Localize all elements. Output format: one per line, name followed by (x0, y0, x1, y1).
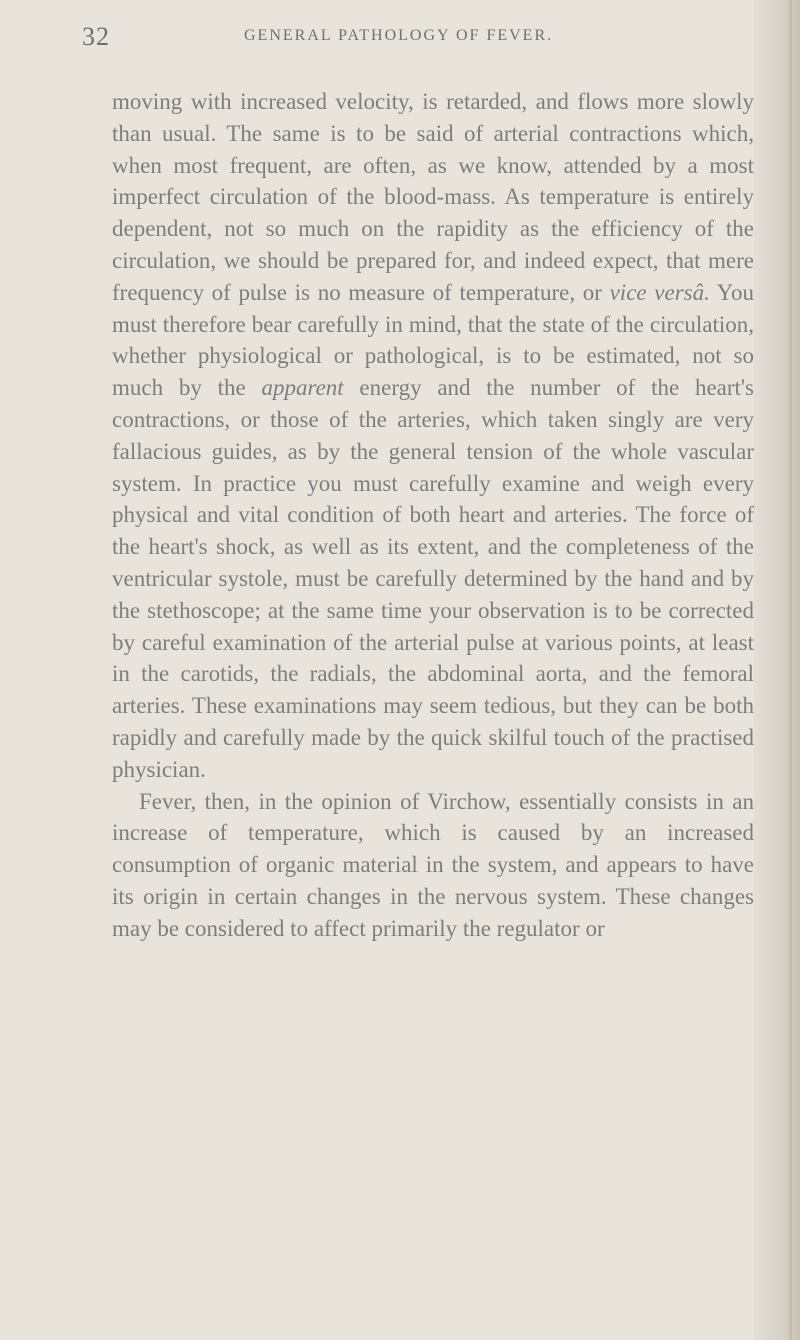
page-edge-line (789, 0, 792, 1340)
page-number: 32 (82, 22, 110, 51)
page-header (74, 20, 754, 56)
paragraph-1-italic-2: apparent (261, 375, 344, 401)
paragraph-1-text-1: moving with increased velocity, is retarded, and flows more slowly than usual. The same is to be said of arterial contractions which, when most frequent, are often, as we know, attended by a most imperfect circulation of the blood-mass. As temperature is entirely dependent, not so much on the rapidity as the efficiency of the circulation, we should be prepared for, and indeed expect, that mere frequency of pulse is no measure of temperature, or (112, 89, 754, 305)
paragraph-2: Fever, then, in the opinion of Virchow, essentially consists in an increase of temperature, which is caused by an increased consumption of organic material in the system, and appears to have its origin in certain changes in the nervous system. These changes may be considered to affect primarily the regulator or (112, 788, 754, 941)
paragraph-1-italic-1: vice versâ. (609, 279, 710, 305)
paragraph-1-text-3: energy and the number of the heart's contractions, or those of the arteries, which taken singly are very fallacious guides, as by the general tension of the whole vascular system. In practice you must carefully examine and weigh every physical and vital condition of both heart and arteries. The force of the heart's shock, as well as its extent, and the completeness of the ventricular systole, must be carefully determined by the hand and by the stethoscope; at the same time your observation is to be corrected by careful examination of the arterial pulse at various points, at least in the carotids, the radials, the abdominal aorta, and the femoral arteries. These examinations may seem tedious, but they can be both rapidly and carefully made by the quick skilful touch of the practised physician. (112, 375, 754, 782)
page-edge (754, 0, 800, 1340)
paragraph-1 (112, 86, 754, 786)
body-text (112, 86, 754, 945)
paragraph-1-text-2: You must therefore bear carefully in mind, that the state of the circulation, whether physiological or pathological, is to be estimated, not so much by the (112, 279, 754, 401)
running-head: GENERAL PATHOLOGY OF FEVER. (244, 27, 554, 44)
